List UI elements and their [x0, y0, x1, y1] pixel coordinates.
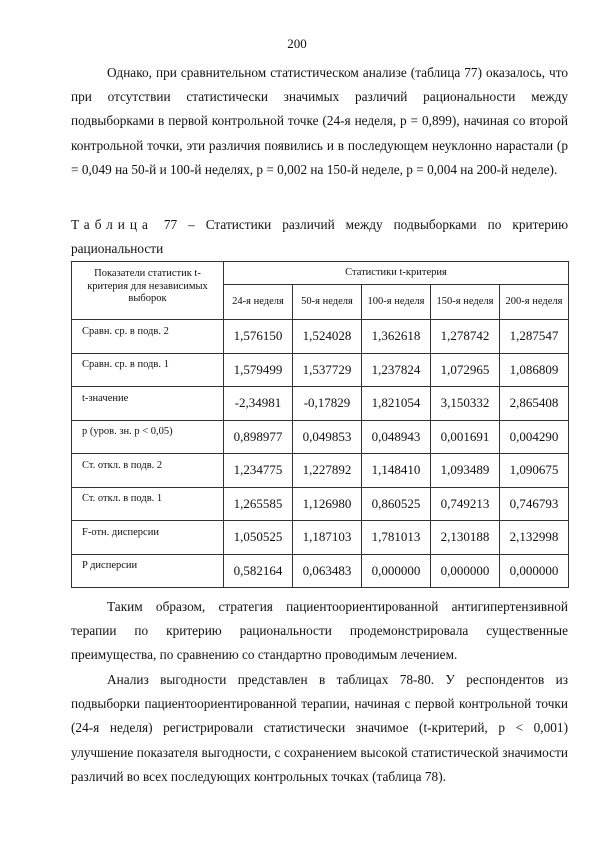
table-cell: 1,086809 — [500, 353, 569, 387]
row-label-text: p (уров. зн. p < 0,05) — [82, 426, 173, 438]
table-cell: 1,126980 — [293, 487, 362, 521]
table-cell: 0,860525 — [362, 487, 431, 521]
table-cell: 1,148410 — [362, 454, 431, 488]
column-header-100: 100-я неделя — [362, 285, 431, 320]
row-label-text: Ст. откл. в подв. 2 — [82, 459, 163, 471]
table-caption — [71, 213, 568, 261]
table-caption-text: 77 – Статистики различий между подвыборками по критерию рациональности — [71, 217, 568, 257]
row-label — [72, 521, 224, 555]
column-header-200: 200-я неделя — [500, 285, 569, 320]
row-label — [72, 487, 224, 521]
table-cell: 0,746793 — [500, 487, 569, 521]
column-header-24: 24-я неделя — [224, 285, 293, 320]
table-row — [72, 320, 569, 354]
table-corner-header: Показатели статистик t-критерия для независимых выборок — [72, 262, 224, 320]
column-header-150: 150-я неделя — [431, 285, 500, 320]
table-row — [72, 387, 569, 421]
row-label-text: Сравн. ср. в подв. 2 — [82, 325, 169, 337]
table-cell: 1,090675 — [500, 454, 569, 488]
table-cell: 0,048943 — [362, 420, 431, 454]
table-cell: -0,17829 — [293, 387, 362, 421]
paragraph-benefit-analysis: Анализ выгодности представлен в таблицах 78-80. У респондентов из подвыборки пациентоориентированной терапии, начиная с первой контрольной точки (24-я неделя) регистрировали статистически значимое (t-критерий, p < 0,001) улучшение показателя выгодности, с сохранением высокой статистической значимости различий во всех последующих контрольных точках (таблица 78). — [71, 672, 568, 784]
row-label — [72, 320, 224, 354]
table-cell: 1,781013 — [362, 521, 431, 555]
table-cell: 1,524028 — [293, 320, 362, 354]
table-cell: 0,000000 — [362, 554, 431, 588]
table-cell: 2,132998 — [500, 521, 569, 555]
table-cell: 0,898977 — [224, 420, 293, 454]
row-label-text: t-значение — [82, 392, 129, 404]
row-label-text: Сравн. ср. в подв. 1 — [82, 359, 169, 371]
table-cell: 2,130188 — [431, 521, 500, 555]
row-label — [72, 554, 224, 588]
row-label — [72, 454, 224, 488]
table-row — [72, 454, 569, 488]
paragraph-conclusion: Таким образом, стратегия пациентоориентированной антигипертензивной терапии по критерию рациональности продемонстрировала существенные преимущества, по сравнению со стандартно проводимым лечением. — [71, 599, 568, 663]
table-cell: 1,187103 — [293, 521, 362, 555]
table-row — [72, 420, 569, 454]
table-cell: 0,004290 — [500, 420, 569, 454]
table-cell: 1,362618 — [362, 320, 431, 354]
table-cell: 1,072965 — [431, 353, 500, 387]
table-cell: -2,34981 — [224, 387, 293, 421]
row-label-text: F-отн. дисперсии — [82, 526, 159, 538]
table-cell: 1,227892 — [293, 454, 362, 488]
table-cell: 0,749213 — [431, 487, 500, 521]
column-header-50: 50-я неделя — [293, 285, 362, 320]
table-cell: 2,865408 — [500, 387, 569, 421]
table-cell: 0,000000 — [500, 554, 569, 588]
page-number: 200 — [287, 36, 307, 51]
table-cell: 1,278742 — [431, 320, 500, 354]
table-row — [72, 554, 569, 588]
table-cell: 1,265585 — [224, 487, 293, 521]
table-cell: 1,093489 — [431, 454, 500, 488]
row-label-text: Ст. откл. в подв. 1 — [82, 493, 163, 505]
table-cell: 0,001691 — [431, 420, 500, 454]
table-cell: 1,579499 — [224, 353, 293, 387]
table-cell: 1,234775 — [224, 454, 293, 488]
table-cell: 0,582164 — [224, 554, 293, 588]
row-label — [72, 387, 224, 421]
table-cell: 1,821054 — [362, 387, 431, 421]
table-cell: 0,000000 — [431, 554, 500, 588]
table-group-header: Статистики t-критерия — [224, 262, 569, 285]
table-cell: 1,576150 — [224, 320, 293, 354]
row-label-text: P дисперсии — [82, 560, 138, 572]
table-cell: 0,049853 — [293, 420, 362, 454]
table-cell: 1,287547 — [500, 320, 569, 354]
statistics-table — [71, 261, 569, 588]
table-cell: 0,063483 — [293, 554, 362, 588]
table-row — [72, 487, 569, 521]
table-cell: 1,050525 — [224, 521, 293, 555]
table-caption-label: Таблица — [71, 217, 153, 232]
row-label — [72, 353, 224, 387]
table-cell: 1,237824 — [362, 353, 431, 387]
table-cell: 3,150332 — [431, 387, 500, 421]
paragraph-intro: Однако, при сравнительном статистическом анализе (таблица 77) оказалось, что при отсутствии статистически значимых различий рациональности между подвыборками в первой контрольной точке (24-я неделя, p = 0,899), начиная со второй контрольной точки, эти различия появились и в последующем неуклонно нарастали (p = 0,049 на 50-й и 100-й неделях, p = 0,002 на 150-й неделе, p = 0,004 на 200-й неделе). — [71, 65, 568, 177]
table-row — [72, 521, 569, 555]
row-label — [72, 420, 224, 454]
table-cell: 1,537729 — [293, 353, 362, 387]
table-row — [72, 353, 569, 387]
